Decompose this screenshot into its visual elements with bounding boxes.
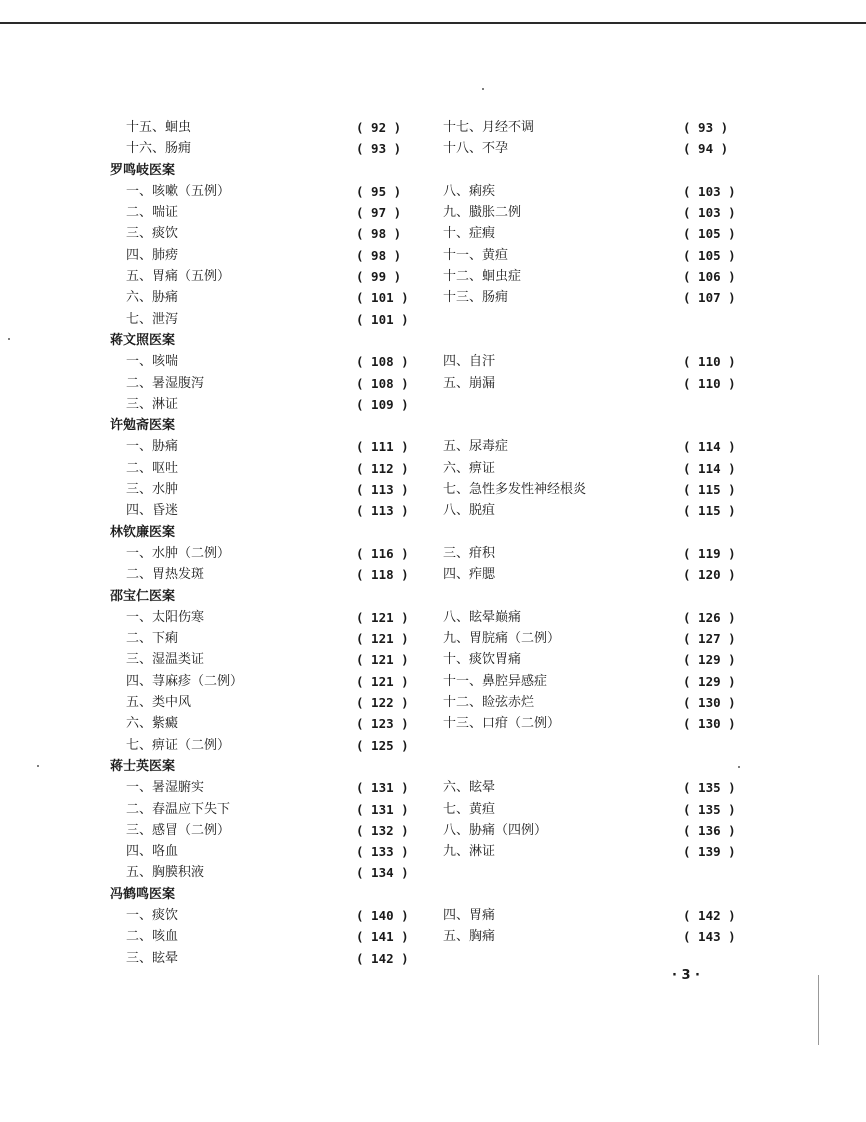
entry-page-ref: ( 130 ) — [683, 716, 736, 732]
entry-page-ref: ( 129 ) — [683, 673, 736, 689]
entry-page-ref: ( 132 ) — [356, 822, 409, 838]
section-header: 罗鸣岐医案 — [110, 162, 176, 178]
toc-row — [110, 543, 750, 564]
section-header: 邵宝仁医案 — [110, 588, 176, 604]
table-of-contents — [110, 117, 750, 969]
entry-title: 五、类中风 — [126, 695, 192, 711]
toc-row — [110, 245, 750, 266]
entry-page-ref: ( 113 ) — [356, 503, 409, 519]
entry-page-ref: ( 115 ) — [683, 503, 736, 519]
toc-row — [110, 223, 750, 244]
entry-title: 五、尿毒症 — [443, 439, 509, 455]
entry-title: 二、呕吐 — [126, 460, 179, 476]
entry-page-ref: ( 118 ) — [356, 567, 409, 583]
entry-title: 二、胃热发斑 — [126, 567, 205, 583]
entry-page-ref: ( 103 ) — [683, 183, 736, 199]
entry-page-ref: ( 142 ) — [356, 950, 409, 966]
entry-page-ref: ( 133 ) — [356, 844, 409, 860]
entry-title: 一、痰饮 — [126, 907, 179, 923]
entry-page-ref: ( 139 ) — [683, 844, 736, 860]
entry-title: 七、急性多发性神经根炎 — [443, 482, 587, 498]
entry-page-ref: ( 131 ) — [356, 801, 409, 817]
entry-title: 十、痰饮胃痛 — [443, 652, 522, 668]
toc-row — [110, 649, 750, 670]
entry-title: 十五、蛔虫 — [126, 120, 192, 135]
toc-row — [110, 458, 750, 479]
entry-title: 一、暑湿腑实 — [126, 780, 205, 796]
entry-page-ref: ( 98 ) — [356, 247, 402, 263]
entry-page-ref: ( 98 ) — [356, 226, 402, 242]
section-header: 许勉斋医案 — [110, 418, 176, 434]
entry-page-ref: ( 99 ) — [356, 269, 402, 285]
entry-page-ref: ( 136 ) — [683, 822, 736, 838]
toc-row — [110, 841, 750, 862]
section-header: 蒋士英医案 — [110, 758, 176, 774]
entry-title: 四、肺痨 — [126, 247, 179, 263]
section-header: 蒋文照医案 — [110, 332, 176, 348]
entry-page-ref: ( 125 ) — [356, 737, 409, 753]
entry-page-ref: ( 129 ) — [683, 652, 736, 668]
entry-title: 六、眩晕 — [443, 780, 496, 796]
toc-row — [110, 564, 750, 585]
entry-page-ref: ( 141 ) — [356, 929, 409, 945]
entry-page-ref: ( 106 ) — [683, 269, 736, 285]
toc-row — [110, 862, 750, 883]
entry-title: 七、黄疸 — [443, 801, 496, 817]
entry-title: 四、昏迷 — [126, 503, 179, 519]
toc-row — [110, 117, 750, 138]
entry-title: 九、胃脘痛（二例） — [443, 631, 561, 647]
section-header: 林钦廉医案 — [110, 524, 176, 540]
entry-page-ref: ( 107 ) — [683, 290, 736, 306]
entry-page-ref: ( 105 ) — [683, 226, 736, 242]
entry-title: 四、咯血 — [126, 844, 179, 860]
entry-page-ref: ( 92 ) — [356, 120, 402, 135]
entry-title: 六、痹证 — [443, 460, 496, 476]
entry-page-ref: ( 119 ) — [683, 545, 736, 561]
toc-row — [110, 394, 750, 415]
entry-page-ref: ( 140 ) — [356, 907, 409, 923]
entry-title: 四、痄腮 — [443, 567, 496, 583]
scan-speck — [8, 338, 10, 340]
entry-title: 五、崩漏 — [443, 375, 496, 391]
toc-row — [110, 926, 750, 947]
entry-page-ref: ( 109 ) — [356, 396, 409, 412]
entry-title: 三、痰饮 — [126, 226, 179, 242]
entry-title: 十三、口疳（二例） — [443, 716, 561, 732]
entry-page-ref: ( 135 ) — [683, 801, 736, 817]
entry-page-ref: ( 135 ) — [683, 780, 736, 796]
entry-title: 八、痢疾 — [443, 183, 496, 199]
entry-title: 二、下痢 — [126, 631, 179, 647]
toc-row — [110, 479, 750, 500]
entry-page-ref: ( 113 ) — [356, 482, 409, 498]
entry-page-ref: ( 123 ) — [356, 716, 409, 732]
entry-page-ref: ( 116 ) — [356, 545, 409, 561]
entry-page-ref: ( 121 ) — [356, 652, 409, 668]
entry-title: 七、泄泻 — [126, 311, 179, 327]
entry-title: 一、胁痛 — [126, 439, 179, 455]
toc-row — [110, 181, 750, 202]
entry-page-ref: ( 101 ) — [356, 311, 409, 327]
entry-page-ref: ( 112 ) — [356, 460, 409, 476]
toc-row — [110, 713, 750, 734]
entry-page-ref: ( 114 ) — [683, 439, 736, 455]
entry-title: 五、胃痛（五例） — [126, 269, 231, 285]
entry-title: 三、疳积 — [443, 545, 496, 561]
entry-title: 三、水肿 — [126, 482, 179, 498]
entry-title: 三、眩晕 — [126, 950, 179, 966]
entry-title: 八、脱疽 — [443, 503, 496, 519]
entry-page-ref: ( 93 ) — [683, 120, 729, 135]
entry-title: 三、湿温类证 — [126, 652, 205, 668]
entry-title: 四、荨麻疹（二例） — [126, 673, 244, 689]
toc-row — [110, 777, 750, 798]
entry-title: 十六、肠痈 — [126, 141, 192, 157]
entry-title: 三、感冒（二例） — [126, 822, 231, 838]
toc-row — [110, 607, 750, 628]
section-header: 冯鹤鸣医案 — [110, 886, 176, 902]
scan-speck — [818, 975, 819, 1045]
toc-row — [110, 202, 750, 223]
entry-page-ref: ( 115 ) — [683, 482, 736, 498]
entry-title: 六、紫癜 — [126, 716, 179, 732]
entry-page-ref: ( 131 ) — [356, 780, 409, 796]
entry-title: 三、淋证 — [126, 396, 179, 412]
entry-page-ref: ( 103 ) — [683, 205, 736, 221]
entry-title: 十、症瘕 — [443, 226, 496, 242]
toc-row — [110, 500, 750, 521]
entry-title: 五、胸痛 — [443, 929, 496, 945]
scan-speck — [482, 88, 484, 90]
entry-title: 四、自汗 — [443, 354, 496, 370]
entry-title: 九、臌胀二例 — [443, 205, 522, 221]
entry-title: 十一、鼻腔异感症 — [443, 673, 548, 689]
entry-title: 十三、肠痈 — [443, 290, 509, 306]
toc-row — [110, 309, 750, 330]
page-number: · 3 · — [672, 968, 700, 983]
entry-page-ref: ( 121 ) — [356, 673, 409, 689]
toc-row — [110, 287, 750, 308]
entry-page-ref: ( 126 ) — [683, 609, 736, 625]
entry-title: 八、眩晕巅痛 — [443, 609, 522, 625]
entry-title: 十一、黄疸 — [443, 247, 509, 263]
entry-page-ref: ( 108 ) — [356, 354, 409, 370]
entry-title: 六、胁痛 — [126, 290, 179, 306]
entry-page-ref: ( 134 ) — [356, 865, 409, 881]
entry-page-ref: ( 97 ) — [356, 205, 402, 221]
toc-row — [110, 351, 750, 372]
toc-row — [110, 138, 750, 159]
entry-page-ref: ( 94 ) — [683, 141, 729, 157]
entry-title: 二、咳血 — [126, 929, 179, 945]
entry-title: 十二、睑弦赤烂 — [443, 695, 535, 711]
entry-page-ref: ( 93 ) — [356, 141, 402, 157]
top-rule — [0, 22, 866, 24]
entry-page-ref: ( 108 ) — [356, 375, 409, 391]
entry-title: 十八、不孕 — [443, 141, 509, 157]
entry-title: 一、咳嗽（五例） — [126, 183, 231, 199]
entry-page-ref: ( 110 ) — [683, 354, 736, 370]
toc-row — [110, 373, 750, 394]
toc-row — [110, 948, 750, 969]
entry-page-ref: ( 122 ) — [356, 695, 409, 711]
entry-title: 二、暑湿腹泻 — [126, 375, 205, 391]
toc-row — [110, 735, 750, 756]
entry-title: 八、胁痛（四例） — [443, 822, 548, 838]
entry-title: 二、喘证 — [126, 205, 179, 221]
entry-page-ref: ( 110 ) — [683, 375, 736, 391]
entry-title: 一、水肿（二例） — [126, 545, 231, 561]
entry-page-ref: ( 143 ) — [683, 929, 736, 945]
entry-title: 二、春温应下失下 — [126, 801, 231, 817]
scan-speck — [738, 766, 740, 768]
toc-row — [110, 692, 750, 713]
toc-row — [110, 628, 750, 649]
toc-row — [110, 820, 750, 841]
entry-title: 十七、月经不调 — [443, 120, 535, 135]
entry-page-ref: ( 114 ) — [683, 460, 736, 476]
toc-row — [110, 671, 750, 692]
entry-page-ref: ( 111 ) — [356, 439, 409, 455]
toc-row — [110, 266, 750, 287]
entry-page-ref: ( 142 ) — [683, 907, 736, 923]
toc-row — [110, 905, 750, 926]
entry-title: 一、咳喘 — [126, 354, 179, 370]
entry-title: 四、胃痛 — [443, 907, 496, 923]
entry-page-ref: ( 120 ) — [683, 567, 736, 583]
entry-page-ref: ( 105 ) — [683, 247, 736, 263]
entry-title: 十二、蛔虫症 — [443, 269, 522, 285]
entry-page-ref: ( 130 ) — [683, 695, 736, 711]
entry-title: 九、淋证 — [443, 844, 496, 860]
entry-page-ref: ( 127 ) — [683, 631, 736, 647]
toc-row — [110, 799, 750, 820]
entry-page-ref: ( 95 ) — [356, 183, 402, 199]
entry-page-ref: ( 121 ) — [356, 609, 409, 625]
entry-title: 七、痹证（二例） — [126, 737, 231, 753]
entry-title: 一、太阳伤寒 — [126, 609, 205, 625]
entry-page-ref: ( 101 ) — [356, 290, 409, 306]
entry-page-ref: ( 121 ) — [356, 631, 409, 647]
scan-speck — [37, 765, 39, 767]
toc-row — [110, 436, 750, 457]
entry-title: 五、胸膜积液 — [126, 865, 205, 881]
